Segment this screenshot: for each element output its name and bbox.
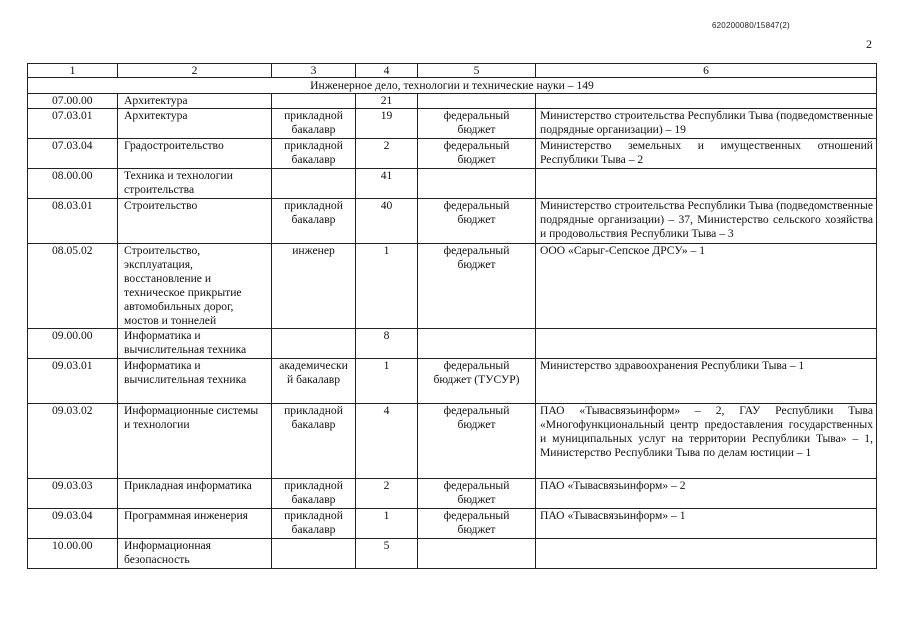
funding-source xyxy=(418,169,536,199)
quota-count: 4 xyxy=(356,404,418,479)
employer-list: ПАО «Тывасвязьинформ» – 2, ГАУ Республики Тыва «Многофункциональный центр предоставления государственных и муниципальных услуг на территории Республики Тыва» – 1, Министерство Республики Тыва по делам юстиции – 1 xyxy=(536,404,877,479)
table-row xyxy=(28,169,877,199)
specialty-code: 09.00.00 xyxy=(28,329,118,359)
qualification-level: инженер xyxy=(272,244,356,329)
quota-count: 1 xyxy=(356,509,418,539)
quota-count: 40 xyxy=(356,199,418,244)
qualification-level xyxy=(272,169,356,199)
column-number: 5 xyxy=(418,64,536,78)
employer-list: ООО «Сарыг-Сепское ДРСУ» – 1 xyxy=(536,244,877,329)
table-row xyxy=(28,329,877,359)
table-row xyxy=(28,404,877,479)
table-row xyxy=(28,139,877,169)
table-row xyxy=(28,94,877,109)
funding-source: федеральный бюджет xyxy=(418,509,536,539)
funding-source: федеральный бюджет xyxy=(418,109,536,139)
table-row xyxy=(28,539,877,569)
employer-list: ПАО «Тывасвязьинформ» – 1 xyxy=(536,509,877,539)
table-row xyxy=(28,479,877,509)
employer-list: ПАО «Тывасвязьинформ» – 2 xyxy=(536,479,877,509)
qualification-level: прикладной бакалавр xyxy=(272,404,356,479)
employer-list: Министерство здравоохранения Республики Тыва – 1 xyxy=(536,359,877,404)
document-registration-number: 620200080/15847(2) xyxy=(712,21,790,30)
funding-source xyxy=(418,94,536,109)
qualification-level: прикладной бакалавр xyxy=(272,479,356,509)
qualification-level xyxy=(272,539,356,569)
qualification-level xyxy=(272,94,356,109)
employer-list xyxy=(536,169,877,199)
specialty-code: 09.03.04 xyxy=(28,509,118,539)
qualification-level: прикладной бакалавр xyxy=(272,139,356,169)
quota-count: 21 xyxy=(356,94,418,109)
section-title: Инженерное дело, технологии и технические науки – 149 xyxy=(28,78,877,94)
column-number: 4 xyxy=(356,64,418,78)
employer-list xyxy=(536,329,877,359)
quota-count: 2 xyxy=(356,139,418,169)
qualification-level: прикладной бакалавр xyxy=(272,199,356,244)
funding-source: федеральный бюджет xyxy=(418,139,536,169)
table-row xyxy=(28,244,877,329)
specialty-code: 07.03.01 xyxy=(28,109,118,139)
quota-count: 8 xyxy=(356,329,418,359)
quota-count: 1 xyxy=(356,244,418,329)
funding-source: федеральный бюджет (ТУСУР) xyxy=(418,359,536,404)
qualification-level xyxy=(272,329,356,359)
quota-count: 19 xyxy=(356,109,418,139)
specialty-code: 10.00.00 xyxy=(28,539,118,569)
employer-list: Министерство строительства Республики Тыва (подведомственные подрядные организации) – 19 xyxy=(536,109,877,139)
specialty-code: 08.03.01 xyxy=(28,199,118,244)
specialty-name: Архитектура xyxy=(118,94,272,109)
specialty-name: Информатика и вычислительная техника xyxy=(118,329,272,359)
specialty-name: Информационные системы и технологии xyxy=(118,404,272,479)
funding-source: федеральный бюджет xyxy=(418,479,536,509)
admission-quota-table xyxy=(27,63,877,569)
funding-source: федеральный бюджет xyxy=(418,199,536,244)
column-number-row xyxy=(28,64,877,78)
funding-source: федеральный бюджет xyxy=(418,244,536,329)
specialty-code: 09.03.02 xyxy=(28,404,118,479)
qualification-level: прикладной бакалавр xyxy=(272,109,356,139)
column-number: 3 xyxy=(272,64,356,78)
specialty-name: Программная инженерия xyxy=(118,509,272,539)
employer-list: Министерство земельных и имущественных отношений Республики Тыва – 2 xyxy=(536,139,877,169)
specialty-code: 09.03.03 xyxy=(28,479,118,509)
section-row xyxy=(28,78,877,94)
quota-count: 2 xyxy=(356,479,418,509)
qualification-level: прикладной бакалавр xyxy=(272,509,356,539)
specialty-name: Техника и технологии строительства xyxy=(118,169,272,199)
table-row xyxy=(28,199,877,244)
quota-count: 5 xyxy=(356,539,418,569)
employer-list: Министерство строительства Республики Тыва (подведомственные подрядные организации) – 37, Министерство сельского хозяйства и продовольствия Республики Тыва – 3 xyxy=(536,199,877,244)
table-row xyxy=(28,359,877,404)
column-number: 1 xyxy=(28,64,118,78)
column-number: 6 xyxy=(536,64,877,78)
funding-source xyxy=(418,539,536,569)
employer-list xyxy=(536,539,877,569)
employer-list xyxy=(536,94,877,109)
specialty-name: Градостроительство xyxy=(118,139,272,169)
column-number: 2 xyxy=(118,64,272,78)
specialty-code: 07.00.00 xyxy=(28,94,118,109)
specialty-name: Прикладная информатика xyxy=(118,479,272,509)
specialty-name: Архитектура xyxy=(118,109,272,139)
funding-source xyxy=(418,329,536,359)
page-number: 2 xyxy=(866,37,872,51)
specialty-name: Строительство, эксплуатация, восстановление и техническое прикрытие автомобильных дорог, мостов и тоннелей xyxy=(118,244,272,329)
specialty-code: 08.05.02 xyxy=(28,244,118,329)
specialty-code: 08.00.00 xyxy=(28,169,118,199)
table-row xyxy=(28,509,877,539)
specialty-name: Информационная безопасность xyxy=(118,539,272,569)
table-row xyxy=(28,109,877,139)
quota-count: 1 xyxy=(356,359,418,404)
specialty-name: Информатика и вычислительная техника xyxy=(118,359,272,404)
quota-count: 41 xyxy=(356,169,418,199)
specialty-code: 07.03.04 xyxy=(28,139,118,169)
specialty-code: 09.03.01 xyxy=(28,359,118,404)
funding-source: федеральный бюджет xyxy=(418,404,536,479)
qualification-level: академический бакалавр xyxy=(272,359,356,404)
specialty-name: Строительство xyxy=(118,199,272,244)
